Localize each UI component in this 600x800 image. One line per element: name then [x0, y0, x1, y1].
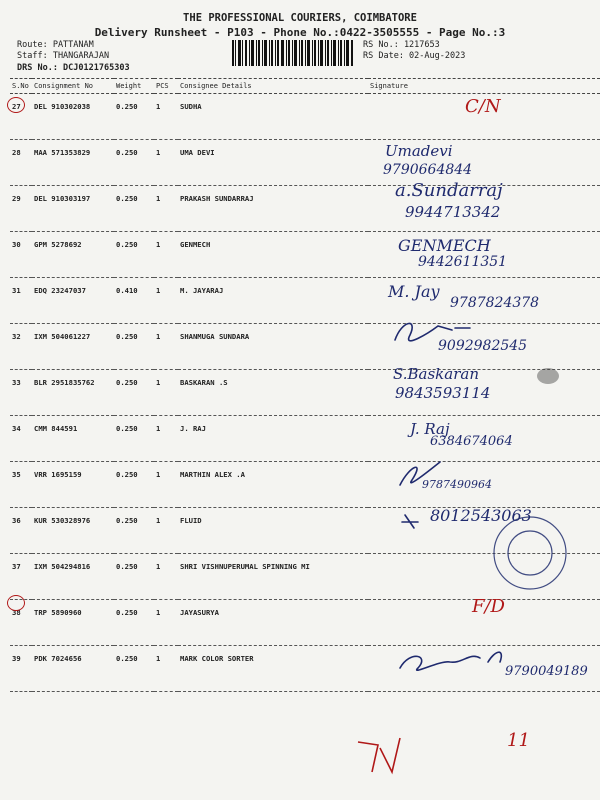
handwritten-name-33: S.Baskaran — [393, 365, 479, 383]
handwritten-cn: C/N — [465, 96, 501, 117]
row-consignment-no: MAA 571353829 — [32, 140, 114, 186]
row-sno: 35 — [10, 462, 32, 508]
row-pcs: 1 — [154, 186, 178, 232]
row-sno: 33 — [10, 370, 32, 416]
red-tick-mark — [358, 738, 400, 772]
row-pcs: 1 — [154, 508, 178, 554]
row-pcs: 1 — [154, 416, 178, 462]
row-pcs: 1 — [154, 554, 178, 600]
row-consignment-no: DEL 910303197 — [32, 186, 114, 232]
rs-date: RS Date: 02-Aug-2023 — [363, 51, 466, 61]
row-consignment-no: TRP 5890960 — [32, 600, 114, 646]
row-pcs: 1 — [154, 278, 178, 324]
header-signature: Signature — [368, 79, 600, 94]
row-consignee: BASKARAN .S — [178, 370, 368, 416]
row-weight: 0.250 — [114, 324, 154, 370]
row-pcs: 1 — [154, 140, 178, 186]
row-consignee: FLUID — [178, 508, 368, 554]
handwritten-phone-34: 6384674064 — [430, 434, 513, 449]
header-sno: S.No — [10, 79, 32, 94]
handwritten-name-31: M. Jay — [388, 282, 440, 301]
row-pcs: 1 — [154, 646, 178, 692]
handwritten-name-34: J. Raj — [410, 420, 450, 438]
row-sno: 31 — [10, 278, 32, 324]
row-consignee: UMA DEVI — [178, 140, 368, 186]
row-consignee: SUDHA — [178, 94, 368, 140]
company-title: THE PROFESSIONAL COURIERS, COIMBATORE — [183, 12, 417, 24]
handwritten-fd: F/D — [472, 596, 505, 617]
row-pcs: 1 — [154, 600, 178, 646]
row-consignee: PRAKASH SUNDARRAJ — [178, 186, 368, 232]
row-pcs: 1 — [154, 232, 178, 278]
ink-smudge — [537, 368, 559, 384]
row-sno: 34 — [10, 416, 32, 462]
row-consignment-no: VRR 1695159 — [32, 462, 114, 508]
handwritten-phone-30: 9442611351 — [418, 254, 508, 270]
row-weight: 0.250 — [114, 94, 154, 140]
handwritten-phone-35: 9787490964 — [422, 478, 492, 491]
row-weight: 0.250 — [114, 600, 154, 646]
row-pcs: 1 — [154, 462, 178, 508]
row-consignee: MARTHIN ALEX .A — [178, 462, 368, 508]
handwritten-phone-33: 9843593114 — [395, 384, 491, 402]
row-consignee: J. RAJ — [178, 416, 368, 462]
row-sno: 32 — [10, 324, 32, 370]
row-weight: 0.250 — [114, 508, 154, 554]
row-consignee: SHANMUGA SUNDARA — [178, 324, 368, 370]
header-consignee: Consignee Details — [178, 79, 368, 94]
row-weight: 0.250 — [114, 646, 154, 692]
signature-32 — [395, 324, 470, 341]
handwritten-name-29: a.Sundarraj — [395, 180, 503, 201]
signature-36 — [402, 515, 418, 528]
handwritten-name-30: GENMECH — [398, 236, 491, 255]
handwritten-phone-28: 9790664844 — [383, 162, 473, 178]
signature-39 — [400, 652, 501, 670]
handwritten-phone-29: 9944713342 — [405, 203, 501, 221]
row-weight: 0.250 — [114, 462, 154, 508]
handwritten-phone-32: 9092982545 — [438, 338, 528, 354]
row-consignee: M. JAYARAJ — [178, 278, 368, 324]
runsheet-title: Delivery Runsheet - P103 - Phone No.:0422-3505555 - Page No.:3 — [94, 26, 506, 39]
row-consignee: MARK COLOR SORTER — [178, 646, 368, 692]
row-consignment-no: EDQ 23247037 — [32, 278, 114, 324]
row-weight: 0.250 — [114, 186, 154, 232]
row-sno: 27 — [10, 94, 32, 140]
row-weight: 0.250 — [114, 416, 154, 462]
handwritten-phone-39: 9790049189 — [505, 664, 588, 679]
row-consignment-no: KUR 530328976 — [32, 508, 114, 554]
row-consignee: SHRI VISHNUPERUMAL SPINNING MI — [178, 554, 368, 600]
row-sno: 30 — [10, 232, 32, 278]
stamp-icon — [494, 517, 566, 589]
row-consignment-no: IXM 504061227 — [32, 324, 114, 370]
row-sno: 29 — [10, 186, 32, 232]
row-consignment-no: GPM 5278692 — [32, 232, 114, 278]
handwritten-phone-36: 8012543063 — [430, 506, 532, 525]
drs-label: DRS No.: DCJ0121765303 — [17, 63, 130, 73]
row-consignment-no: PDK 7024656 — [32, 646, 114, 692]
row-weight: 0.250 — [114, 370, 154, 416]
handwritten-name-28: Umadevi — [385, 142, 453, 160]
row-sno: 28 — [10, 140, 32, 186]
rs-number: RS No.: 1217653 — [363, 40, 440, 50]
row-consignee: GENMECH — [178, 232, 368, 278]
staff-label: Staff: THANGARAJAN — [17, 51, 110, 61]
row-sno: 36 — [10, 508, 32, 554]
row-weight: 0.250 — [114, 140, 154, 186]
row-pcs: 1 — [154, 94, 178, 140]
header-weight: Weight — [114, 79, 154, 94]
header-consignment: Consignment No — [32, 79, 114, 94]
row-consignment-no: DEL 910302038 — [32, 94, 114, 140]
row-consignment-no: CMM 844591 — [32, 416, 114, 462]
row-pcs: 1 — [154, 370, 178, 416]
route-label: Route: PATTANAM — [17, 40, 94, 50]
signature-35 — [400, 462, 440, 485]
row-consignment-no: BLR 2951835762 — [32, 370, 114, 416]
handwritten-phone-31: 9787824378 — [450, 295, 540, 311]
row-sno: 38 — [10, 600, 32, 646]
row-sno: 37 — [10, 554, 32, 600]
row-weight: 0.250 — [114, 554, 154, 600]
row-weight: 0.410 — [114, 278, 154, 324]
row-sno: 39 — [10, 646, 32, 692]
row-consignee: JAYASURYA — [178, 600, 368, 646]
row-weight: 0.250 — [114, 232, 154, 278]
handwritten-eleven: 11 — [507, 730, 530, 751]
header-pcs: PCS — [154, 79, 178, 94]
row-consignment-no: IXM 504294816 — [32, 554, 114, 600]
row-pcs: 1 — [154, 324, 178, 370]
